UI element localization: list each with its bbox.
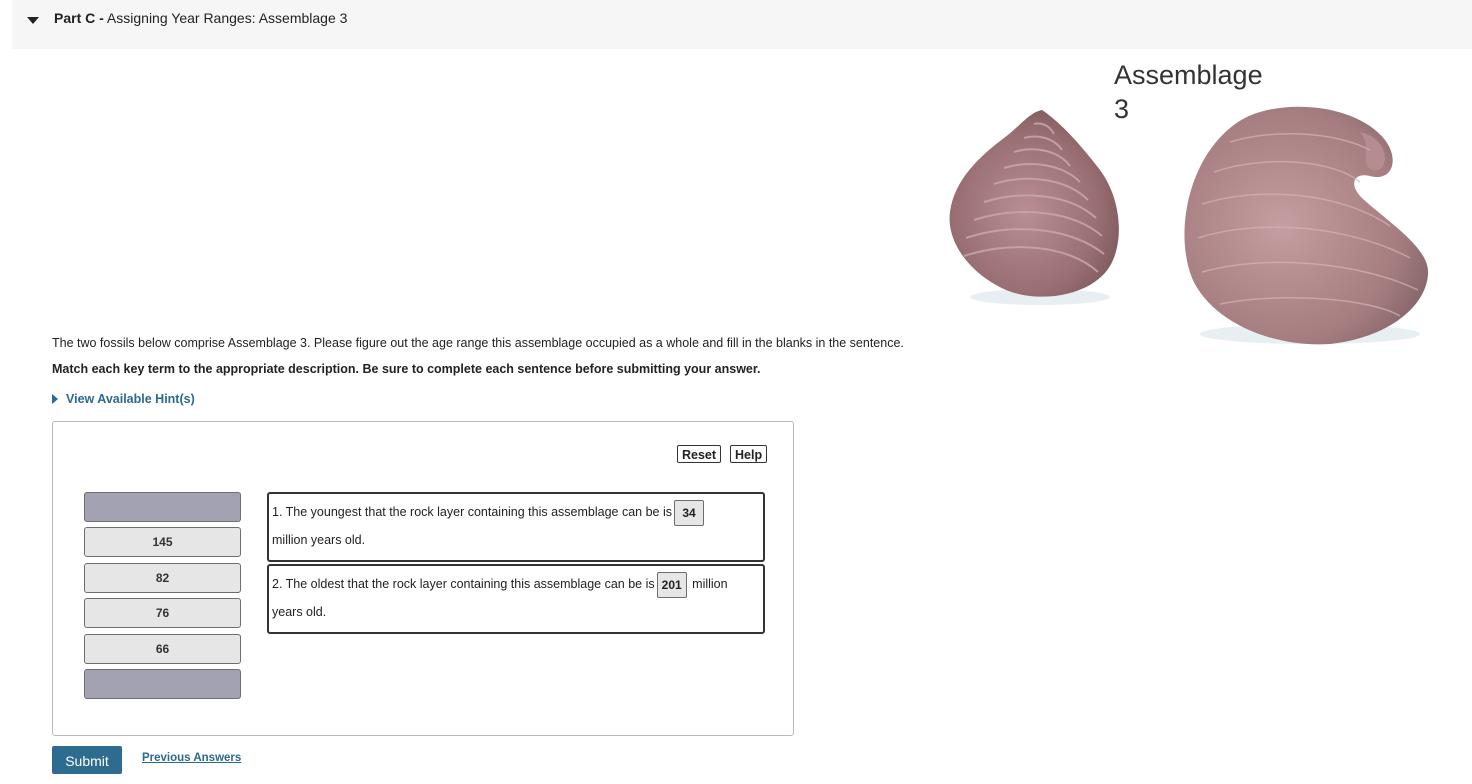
figure-title: Assemblage 3: [1114, 60, 1263, 124]
token-82[interactable]: 82: [84, 563, 241, 593]
submit-button[interactable]: Submit: [52, 746, 122, 774]
expand-triangle-icon: [52, 394, 58, 404]
token-76[interactable]: 76: [84, 598, 241, 628]
token-empty-slot[interactable]: [84, 669, 241, 699]
token-66[interactable]: 66: [84, 634, 241, 664]
part-header: [12, 0, 1472, 49]
token-145[interactable]: 145: [84, 527, 241, 557]
help-button[interactable]: Help: [730, 445, 767, 463]
previous-answers-link[interactable]: Previous Answers: [142, 752, 242, 764]
instruction-text: The two fossils below comprise Assemblage 3. Please figure out the age range this assemblage occupied as a whole and fill in the blanks in the sentence.: [52, 336, 904, 350]
part-title-text: Assigning Year Ranges: Assemblage 3: [106, 10, 348, 26]
match-instruction: Match each key term to the appropriate description. Be sure to complete each sentence before submitting your answer.: [52, 362, 761, 376]
sentence-2-text-after: million years old.: [272, 577, 728, 619]
view-hints-link[interactable]: [52, 392, 195, 406]
sentence-2: [267, 564, 765, 634]
sentence-2-text: 2. The oldest that the rock layer containing this assemblage can be is: [272, 577, 655, 591]
fossil-figure: [930, 52, 1440, 350]
collapse-triangle-icon[interactable]: [26, 13, 40, 23]
sentence-2-drop-target[interactable]: 201: [657, 572, 687, 598]
part-label: Part C -: [54, 10, 104, 26]
part-title: [54, 9, 347, 27]
hints-label: View Available Hint(s): [66, 392, 195, 406]
token-empty-slot[interactable]: [84, 492, 241, 522]
sentence-1-text-after: million years old.: [272, 533, 366, 547]
fossil-illustration: [930, 52, 1440, 350]
sentence-1: [267, 492, 765, 562]
sentence-1-text: 1. The youngest that the rock layer containing this assemblage can be is: [272, 505, 673, 519]
fossil-shell-right: [1184, 107, 1428, 345]
fossil-shell-left: [950, 110, 1119, 305]
drag-drop-panel: [52, 421, 794, 736]
reset-button[interactable]: Reset: [677, 445, 721, 463]
sentence-1-drop-target[interactable]: 34: [674, 500, 704, 526]
